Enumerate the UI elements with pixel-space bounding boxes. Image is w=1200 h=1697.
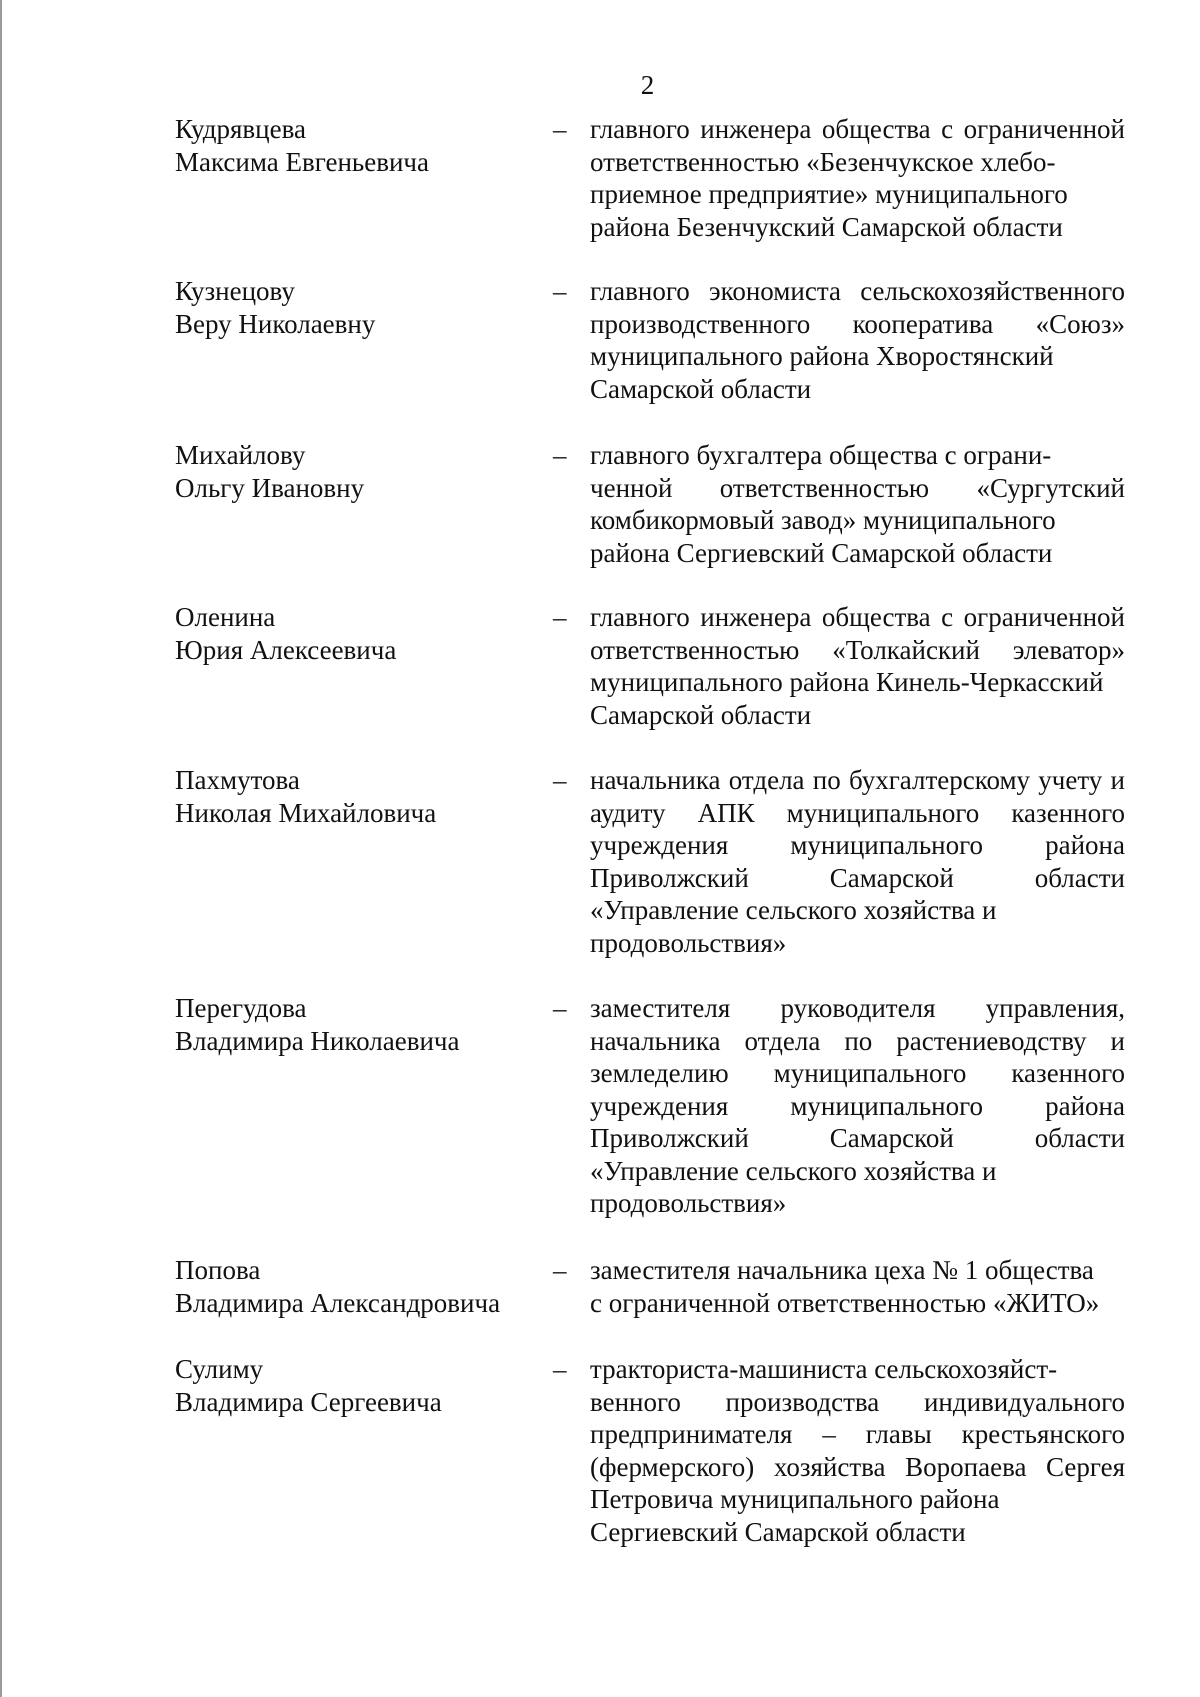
entry-kudryavtsev bbox=[0, 113, 1200, 242]
surname: Кузнецову bbox=[175, 276, 295, 306]
position-description: тракториста-машиниста сельскохозяйст- венного производства индивидуального предпринимателя – главы крестьянского (фермерского) хозяйства Воропаева Сергея Петровича муниципального района Сергиевский Самарской области bbox=[590, 1354, 1125, 1547]
entry-mikhailova bbox=[0, 439, 1200, 568]
person-name bbox=[175, 1353, 535, 1418]
dash-separator: – bbox=[553, 440, 567, 470]
surname: Оленина bbox=[175, 602, 276, 632]
person-name bbox=[175, 113, 535, 178]
page-number: 2 bbox=[640, 70, 655, 100]
dash-separator: – bbox=[553, 1354, 567, 1384]
dash-separator: – bbox=[553, 114, 567, 144]
given-names: Владимира Николаевича bbox=[175, 1025, 460, 1056]
position-description: главного экономиста сельскохозяйственного производственного кооператива «Союз» муниципального района Хворостянский Самарской области bbox=[590, 276, 1125, 404]
dash-separator: – bbox=[553, 602, 567, 632]
dash-separator: – bbox=[553, 993, 567, 1023]
surname: Пахмутова bbox=[175, 765, 300, 795]
surname: Сулиму bbox=[175, 1354, 264, 1384]
given-names: Максима Евгеньевича bbox=[175, 146, 429, 177]
person-name bbox=[175, 601, 535, 666]
position-description: главного инженера общества с ограниченной ответственностью «Толкайский элеватор» муниципального района Кинель-Черкасский Самарской области bbox=[590, 602, 1125, 730]
surname: Перегудова bbox=[175, 993, 307, 1023]
position-description: главного бухгалтера общества с ограни- ченной ответственностью «Сургутский комбикормовый завод» муниципального района Сергиевский Самарской области bbox=[590, 440, 1125, 568]
surname: Попова bbox=[175, 1255, 261, 1285]
entry-peregudov bbox=[0, 992, 1200, 1218]
entry-kuznetsova bbox=[0, 275, 1200, 404]
person-name bbox=[175, 764, 535, 829]
dash-separator: – bbox=[553, 765, 567, 795]
given-names: Владимира Александровича bbox=[175, 1287, 501, 1318]
surname: Михайлову bbox=[175, 440, 306, 470]
dash-separator: – bbox=[553, 276, 567, 306]
entry-sulima bbox=[0, 1353, 1200, 1547]
entry-olenin bbox=[0, 601, 1200, 730]
given-names: Веру Николаевну bbox=[175, 308, 376, 339]
given-names: Николая Михайловича bbox=[175, 797, 437, 828]
entry-popov bbox=[0, 1254, 1200, 1318]
person-name bbox=[175, 1254, 535, 1319]
position-description: заместителя руководителя управления, начальника отдела по растениеводству и земледелию муниципального казенного учреждения муниципального района Приволжский Самарской области «Управление сельского хозяйства и продовольствия» bbox=[590, 993, 1125, 1218]
position-description: начальника отдела по бухгалтерскому учету и аудиту АПК муниципального казенного учреждения муниципального района Приволжский Самарской области «Управление сельского хозяйства и продовольствия» bbox=[590, 765, 1125, 958]
position-description: главного инженера общества с ограниченной ответственностью «Безенчукское хлебо- приемное предприятие» муниципального района Безенчукский Самарской области bbox=[590, 114, 1125, 242]
page-edge bbox=[0, 0, 2, 1697]
surname: Кудрявцева bbox=[175, 114, 306, 144]
entry-pakhmutov bbox=[0, 764, 1200, 958]
given-names: Ольгу Ивановну bbox=[175, 472, 365, 503]
given-names: Владимира Сергеевича bbox=[175, 1386, 442, 1417]
person-name bbox=[175, 275, 535, 340]
position-description: заместителя начальника цеха № 1 общества с ограниченной ответственностью «ЖИТО» bbox=[590, 1255, 1100, 1318]
person-name bbox=[175, 439, 535, 504]
given-names: Юрия Алексеевича bbox=[175, 634, 397, 665]
dash-separator: – bbox=[553, 1255, 567, 1285]
person-name bbox=[175, 992, 535, 1057]
